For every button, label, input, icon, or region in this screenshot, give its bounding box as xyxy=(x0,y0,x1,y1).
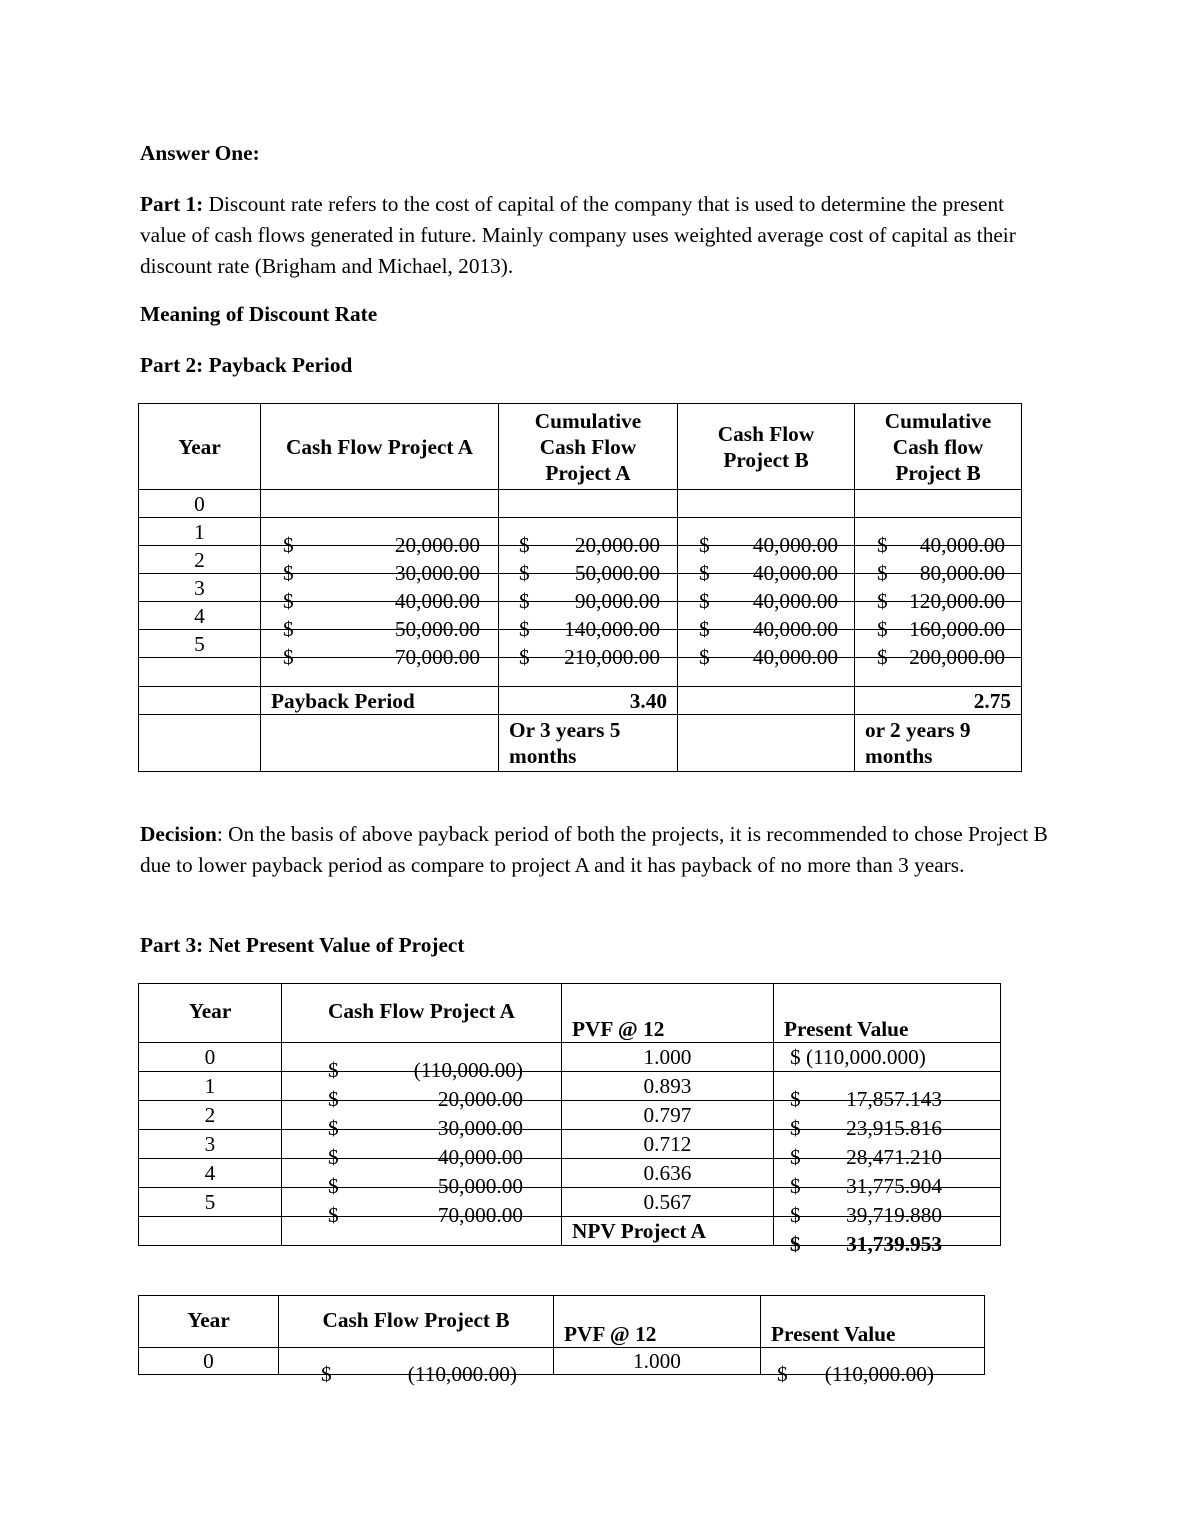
currency-symbol: $ xyxy=(877,616,888,641)
year-cell: 0 xyxy=(139,490,261,518)
cash-flow-value: (110,000.00) xyxy=(413,1058,523,1082)
payback-a-text: Or 3 years 5 months xyxy=(499,715,678,772)
currency-symbol: $ xyxy=(328,1174,339,1198)
payback-period-row xyxy=(139,687,1022,715)
currency-symbol: $ xyxy=(283,644,294,669)
cumulative-a-value: 50,000.00 xyxy=(574,560,660,585)
currency-symbol: $ xyxy=(790,1174,801,1198)
table-row xyxy=(139,1043,1001,1072)
npv-label: NPV Project A xyxy=(562,1217,774,1246)
currency-symbol: $ xyxy=(283,616,294,641)
currency-symbol: $ xyxy=(790,1203,801,1227)
currency-symbol: $ xyxy=(877,560,888,585)
currency-symbol: $ xyxy=(283,588,294,613)
currency-symbol: $ xyxy=(328,1116,339,1140)
header-cumulative-b: Cumulative Cash flow Project B xyxy=(855,404,1022,490)
decision-label: Decision xyxy=(140,822,217,846)
currency-symbol: $ xyxy=(328,1145,339,1169)
part1-paragraph xyxy=(140,189,1050,282)
decision-paragraph xyxy=(140,819,1050,881)
cash-flow-a-value: 40,000.00 xyxy=(394,588,480,613)
payback-a-value: 3.40 xyxy=(499,687,678,715)
year-cell: 1 xyxy=(139,518,261,546)
currency-symbol: $ xyxy=(699,616,710,641)
cash-flow-value: 30,000.00 xyxy=(437,1116,523,1140)
payback-text-row xyxy=(139,715,1022,772)
present-value: (110,000.00) xyxy=(824,1362,934,1386)
present-value: 17,857.143 xyxy=(846,1087,942,1111)
cumulative-b-value: 200,000.00 xyxy=(909,644,1005,669)
cash-flow-value: 50,000.00 xyxy=(437,1174,523,1198)
header-cash-flow-a: Cash Flow Project A xyxy=(282,984,562,1043)
cash-flow-b-value: 40,000.00 xyxy=(752,644,838,669)
answer-heading: Answer One: xyxy=(140,141,260,165)
payback-header-row xyxy=(139,404,1022,490)
cumulative-a-value: 20,000.00 xyxy=(574,532,660,557)
header-cash-flow-b: Cash Flow Project B xyxy=(678,404,855,490)
meaning-heading: Meaning of Discount Rate xyxy=(140,302,378,326)
npv-b-table xyxy=(138,1295,985,1386)
part1-label: Part 1: xyxy=(140,192,204,216)
currency-symbol: $ xyxy=(790,1232,801,1256)
header-pvf: PVF @ 12 xyxy=(562,984,774,1043)
year-cell: 5 xyxy=(139,1188,282,1217)
pvf-value: 1.000 xyxy=(554,1348,761,1375)
header-cumulative-a: Cumulative Cash Flow Project A xyxy=(499,404,678,490)
year-cell: 3 xyxy=(139,574,261,602)
currency-symbol: $ xyxy=(519,532,530,557)
header-cash-flow-a: Cash Flow Project A xyxy=(261,404,499,490)
header-cash-flow-b: Cash Flow Project B xyxy=(279,1296,554,1348)
payback-period-label: Payback Period xyxy=(261,687,499,715)
currency-symbol: $ xyxy=(328,1087,339,1111)
currency-symbol: $ xyxy=(699,644,710,669)
cumulative-b-value: 160,000.00 xyxy=(909,616,1005,641)
currency-symbol: $ xyxy=(877,644,888,669)
cash-flow-b-value: 40,000.00 xyxy=(752,532,838,557)
present-value: 23,915.816 xyxy=(846,1116,942,1140)
cash-flow-a-value: 30,000.00 xyxy=(394,560,480,585)
currency-symbol: $ xyxy=(777,1362,788,1386)
cumulative-a-value: 90,000.00 xyxy=(574,588,660,613)
currency-symbol: $ xyxy=(699,588,710,613)
payback-b-value: 2.75 xyxy=(855,687,1022,715)
year-cell: 4 xyxy=(139,602,261,630)
table-row xyxy=(139,490,1022,518)
currency-symbol: $ xyxy=(321,1362,332,1386)
cumulative-a-value: 210,000.00 xyxy=(564,644,660,669)
currency-symbol: $ xyxy=(877,588,888,613)
cash-flow-b-cell xyxy=(678,490,855,518)
header-year: Year xyxy=(139,1296,279,1348)
cash-flow-a-value: 70,000.00 xyxy=(394,644,480,669)
year-cell: 0 xyxy=(139,1043,282,1072)
year-cell: 2 xyxy=(139,1101,282,1130)
currency-symbol: $ xyxy=(519,560,530,585)
part1-text: Discount rate refers to the cost of capital of the company that is used to determine the present value of cash flows generated in future. Mainly company uses weighted average cost of capital as their discount rate (Brigham and Michael, 2013). xyxy=(140,192,1016,278)
cash-flow-a-value: 50,000.00 xyxy=(394,616,480,641)
pvf-value: 0.567 xyxy=(562,1188,774,1217)
currency-symbol: $ xyxy=(790,1116,801,1140)
present-value: 39,719.880 xyxy=(846,1203,942,1227)
cumulative-b-cell xyxy=(855,490,1022,518)
currency-symbol: $ xyxy=(699,532,710,557)
present-value: 31,775.904 xyxy=(846,1174,942,1198)
cash-flow-value: 70,000.00 xyxy=(437,1203,523,1227)
part3-heading: Part 3: Net Present Value of Project xyxy=(140,933,465,957)
present-value: $ (110,000.000) xyxy=(774,1043,1001,1072)
cumulative-b-value: 120,000.00 xyxy=(909,588,1005,613)
header-year: Year xyxy=(139,404,261,490)
decision-text: : On the basis of above payback period of both the projects, it is recommended to chose Project B due to lower payback period as compare to project A and it has payback of no more than 3 years. xyxy=(140,822,1048,877)
year-cell: 1 xyxy=(139,1072,282,1101)
table-row xyxy=(139,1348,985,1375)
table-row xyxy=(139,518,1022,546)
cash-flow-value: 20,000.00 xyxy=(437,1087,523,1111)
currency-symbol: $ xyxy=(790,1087,801,1111)
year-cell: 3 xyxy=(139,1130,282,1159)
currency-symbol: $ xyxy=(519,644,530,669)
cash-flow-b-value: 40,000.00 xyxy=(752,588,838,613)
cash-flow-a-value: 20,000.00 xyxy=(394,532,480,557)
cumulative-a-value: 140,000.00 xyxy=(564,616,660,641)
header-pvf: PVF @ 12 xyxy=(554,1296,761,1348)
part2-heading: Part 2: Payback Period xyxy=(140,353,353,377)
currency-symbol: $ xyxy=(790,1145,801,1169)
npv-b-header-row xyxy=(139,1296,985,1348)
currency-symbol: $ xyxy=(328,1058,339,1082)
npv-value: 31,739.953 xyxy=(846,1232,942,1256)
currency-symbol: $ xyxy=(328,1203,339,1227)
npv-a-header-row xyxy=(139,984,1001,1043)
year-cell: 4 xyxy=(139,1159,282,1188)
year-cell: 0 xyxy=(139,1348,279,1375)
payback-b-text: or 2 years 9 months xyxy=(855,715,1022,772)
pvf-value: 0.893 xyxy=(562,1072,774,1101)
currency-symbol: $ xyxy=(283,532,294,557)
header-present-value: Present Value xyxy=(761,1296,985,1348)
cumulative-b-value: 80,000.00 xyxy=(919,560,1005,585)
header-year: Year xyxy=(139,984,282,1043)
currency-symbol: $ xyxy=(283,560,294,585)
pvf-value: 1.000 xyxy=(562,1043,774,1072)
cumulative-a-cell xyxy=(499,490,678,518)
currency-symbol: $ xyxy=(519,616,530,641)
present-value: 28,471.210 xyxy=(846,1145,942,1169)
npv-a-table xyxy=(138,983,1001,1256)
cash-flow-b-value: 40,000.00 xyxy=(752,560,838,585)
cash-flow-value: 40,000.00 xyxy=(437,1145,523,1169)
pvf-value: 0.712 xyxy=(562,1130,774,1159)
year-cell: 2 xyxy=(139,546,261,574)
currency-symbol: $ xyxy=(699,560,710,585)
cash-flow-value: (110,000.00) xyxy=(407,1362,517,1386)
year-cell: 5 xyxy=(139,630,261,658)
cumulative-b-value: 40,000.00 xyxy=(919,532,1005,557)
pvf-value: 0.797 xyxy=(562,1101,774,1130)
cash-flow-b-value: 40,000.00 xyxy=(752,616,838,641)
currency-symbol: $ xyxy=(877,532,888,557)
cash-flow-a-cell xyxy=(261,490,499,518)
currency-symbol: $ xyxy=(519,588,530,613)
header-present-value: Present Value xyxy=(774,984,1001,1043)
table-row xyxy=(139,1072,1001,1101)
pvf-value: 0.636 xyxy=(562,1159,774,1188)
payback-table xyxy=(138,403,1022,772)
